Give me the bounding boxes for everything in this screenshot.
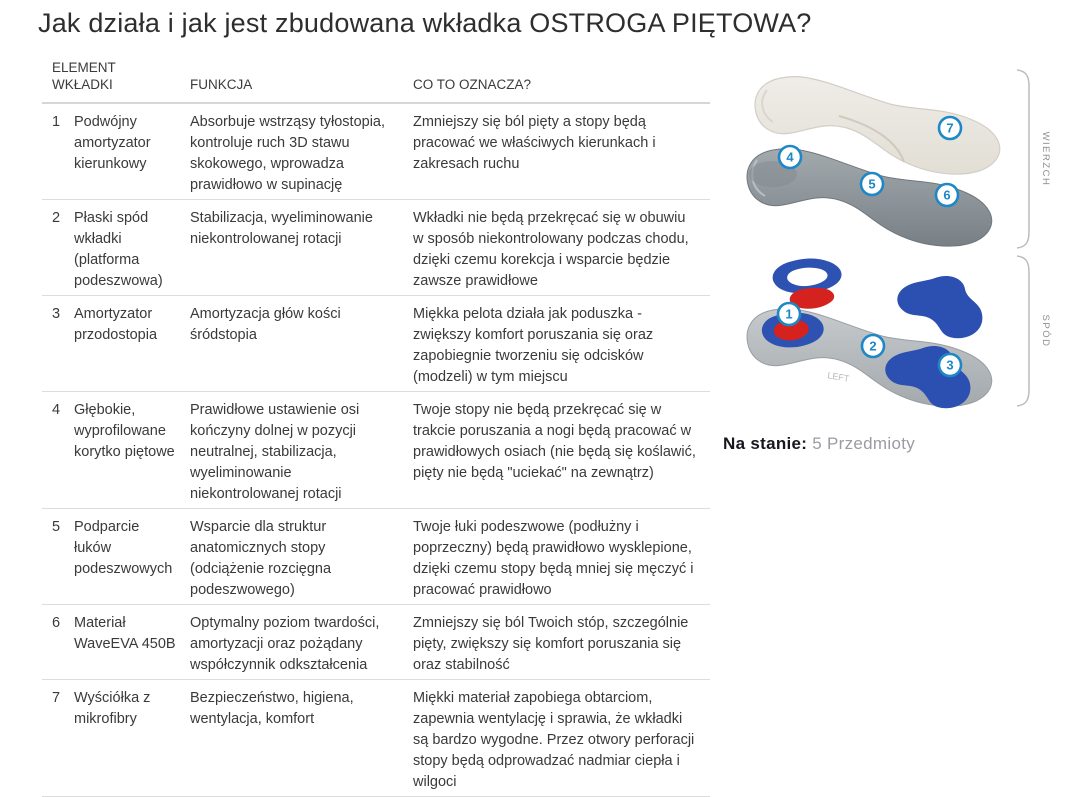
svg-text:5: 5: [868, 176, 876, 192]
svg-text:3: 3: [946, 357, 954, 373]
product-image: [723, 62, 1059, 434]
marker-5: [861, 173, 883, 195]
marker-2: [862, 335, 884, 357]
row-number: 1: [52, 114, 61, 130]
heel-ring-pad: [773, 258, 842, 293]
svg-text:4: 4: [786, 149, 794, 165]
oznacza-cell: Twoje łuki podeszwowe (podłużny i poprzeczny) będą prawidłowo wysklepione, dzięki czemu stopy będą mniej się męczyć i pracować prawidłowo: [413, 519, 694, 598]
forefoot-pad-floating: [897, 276, 982, 338]
marker-4: [779, 146, 801, 168]
embossed-left-text: LEFT: [826, 370, 851, 384]
page-title: Jak działa i jak jest zbudowana wkładka OSTROGA PIĘTOWA?: [38, 8, 812, 38]
funkcja-cell: Wsparcie dla struktur anatomicznych stopy (odciążenie rozcięgna podeszwowego): [190, 519, 332, 598]
marker-1: [778, 303, 800, 325]
element-cell: Podparcie łuków podeszwowych: [74, 519, 173, 577]
svg-text:2: 2: [869, 338, 877, 354]
spod-bracket: [1017, 256, 1029, 406]
oznacza-cell: Miękka pelota działa jak poduszka - zwiększy komfort poruszania się oraz zapobiegnie tworzeniu się odcisków (modzeli) w tym miejscu: [413, 306, 654, 385]
svg-text:7: 7: [946, 120, 954, 136]
funkcja-cell: Amortyzacja głów kości śródstopia: [190, 306, 341, 343]
stock-label: Na stanie:: [723, 434, 808, 453]
wierzch-label: WIERZCH: [1040, 131, 1051, 187]
funkcja-cell: Optymalny poziom twardości, amortyzacji oraz pożądany współczynnik odkształcenia: [190, 615, 380, 673]
element-cell: Płaski spód wkładki (platforma podeszwowa): [74, 210, 163, 289]
row-number: 3: [52, 306, 61, 322]
funkcja-cell: Absorbuje wstrząsy tyłostopia, kontroluje ruch 3D stawu skokowego, wprowadza prawidłowo w supinację: [190, 114, 386, 193]
marker-7: [939, 117, 961, 139]
funkcja-cell: Bezpieczeństwo, higiena, wentylacja, komfort: [190, 690, 354, 727]
column-header-oznacza: CO TO OZNACZA?: [413, 77, 532, 92]
oznacza-cell: Wkładki nie będą przekręcać się w obuwiu w sposób niekontrolowany podczas chodu, dzięki czemu korekcja i wsparcie będzie zawsze prawidłowe: [413, 210, 689, 289]
funkcja-cell: Stabilizacja, wyeliminowanie niekontrolowanej rotacji: [190, 210, 373, 247]
marker-6: [936, 184, 958, 206]
row-number: 4: [52, 402, 61, 418]
oznacza-cell: Zmniejszy się ból Twoich stóp, szczególnie pięty, zwiększy się komfort poruszania się oraz stabilność: [413, 615, 689, 673]
element-cell: Wyściółka z mikrofibry: [74, 690, 151, 727]
element-cell: Podwójny amortyzator kierunkowy: [74, 114, 151, 172]
stock-status: [723, 434, 915, 454]
oznacza-cell: Zmniejszy się ból pięty a stopy będą pracować we właściwych kierunkach i zakresach ruchu: [413, 114, 656, 172]
funkcja-cell: Prawidłowe ustawienie osi kończyny dolnej w pozycji neutralnej, stabilizacja, wyeliminowanie niekontrolowanej rotacji: [190, 402, 360, 502]
spec-table: [42, 55, 710, 797]
svg-text:1: 1: [785, 306, 793, 322]
svg-text:6: 6: [943, 187, 951, 203]
element-cell: Głębokie, wyprofilowane korytko piętowe: [74, 402, 175, 460]
table-row: [42, 200, 710, 296]
table-row: [42, 680, 710, 797]
wierzch-bracket: [1017, 70, 1029, 248]
table-row: [42, 296, 710, 392]
table-row: [42, 509, 710, 605]
stock-value: 5 Przedmioty: [812, 434, 916, 453]
table-header-row: [42, 55, 710, 104]
marker-3: [939, 354, 961, 376]
element-cell: Amortyzator przodostopia: [74, 306, 158, 343]
spod-label: SPÓD: [1040, 314, 1051, 348]
table-row: [42, 392, 710, 509]
oznacza-cell: Twoje stopy nie będą przekręcać się w trakcie poruszania a nogi będą pracować w prawidłowych osiach (nie będą się koślawić, pięty nie będą "uciekać" na zewnątrz): [413, 402, 696, 481]
insole-diagram: [723, 62, 1059, 434]
table-row: [42, 605, 710, 680]
table-row: [42, 104, 710, 200]
column-header-element: ELEMENT WKŁADKI: [52, 60, 116, 92]
column-header-funkcja: FUNKCJA: [190, 77, 253, 92]
row-number: 2: [52, 210, 61, 226]
row-number: 5: [52, 519, 61, 535]
element-cell: Materiał WaveEVA 450B: [74, 615, 176, 652]
row-number: 6: [52, 615, 61, 631]
row-number: 7: [52, 690, 61, 706]
oznacza-cell: Miękki materiał zapobiega obtarciom, zapewnia wentylację i sprawia, że wkładki są bardzo wygodne. Przez otwory perforacji stopy będą odprowadzać nadmiar ciepła i wilgoci: [413, 690, 695, 790]
